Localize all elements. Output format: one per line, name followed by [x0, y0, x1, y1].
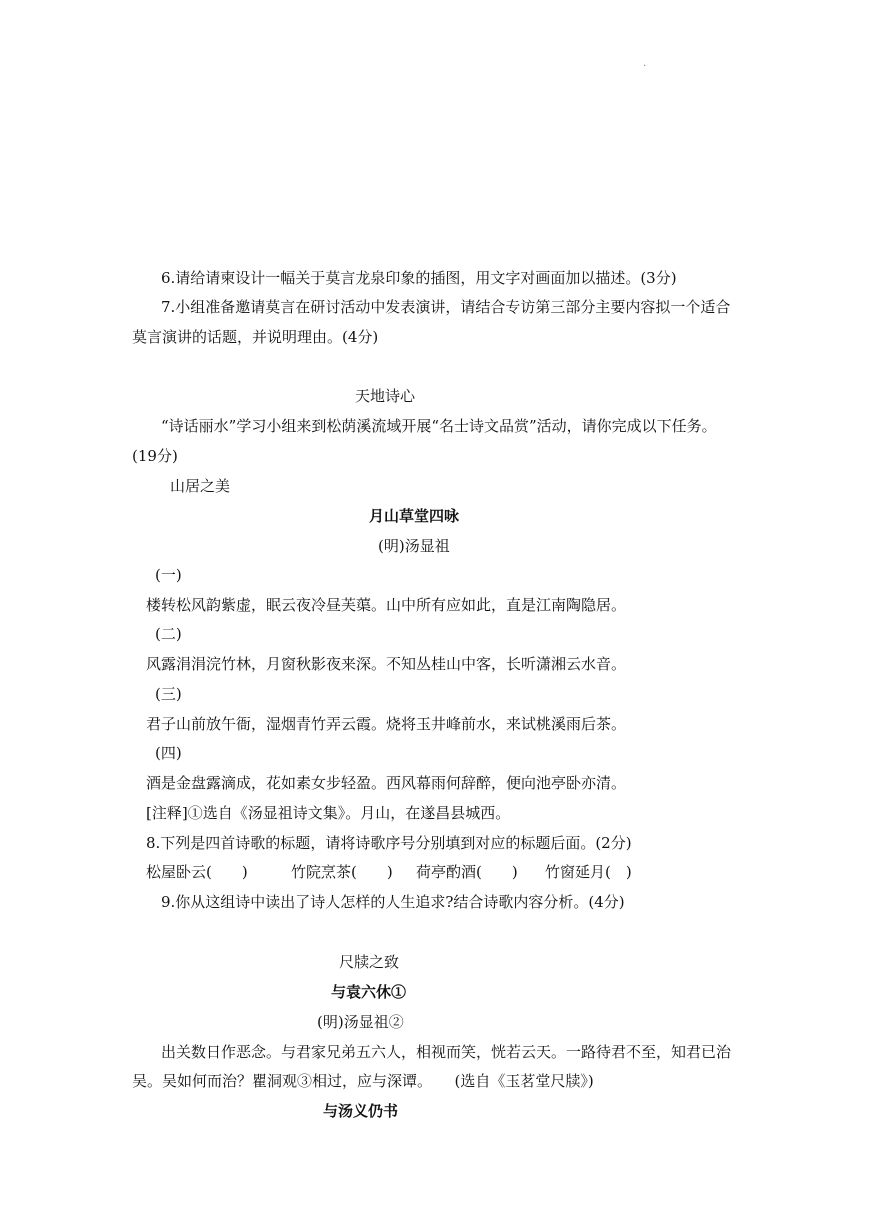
question-8: 8.下列是四首诗歌的标题，请将诗歌序号分别填到对应的标题后面。(2分) [146, 834, 632, 852]
section-intro-line-2: (19分) [132, 447, 178, 465]
letter2-title: 与汤义仍书 [323, 1102, 399, 1120]
part1-heading: 山居之美 [170, 477, 231, 495]
poem-title: 月山草堂四咏 [369, 507, 460, 525]
stanza-text: 君子山前放午衙，湿烟青竹弄云霞。烧将玉井峰前水，来试桃溪雨后茶。 [146, 715, 627, 733]
poem-author: (明)汤显祖 [378, 537, 450, 555]
letter1-text-line-2: 吴。吴如何而治？瞿洞观③相过，应与深谭。 (选自《玉茗堂尺牍》) [132, 1072, 594, 1090]
question-7-line-1: 7.小组准备邀请莫言在研讨活动中发表演讲，请结合专访第三部分主要内容拟一个适合 [161, 298, 731, 316]
section-title: 天地诗心 [355, 387, 416, 405]
stanza-text: 酒是金盘露滴成，花如素女步轻盈。西风幕雨何辞醉，便向池亭卧亦清。 [146, 774, 627, 792]
stanza-number: (三) [155, 685, 182, 703]
stanza-text: 风露涓涓浣竹林，月窗秋影夜来深。不知丛桂山中客，长听潇湘云水音。 [146, 655, 627, 673]
letter1-text-line-1: 出关数日作恶念。与君家兄弟五六人，相视而笑，恍若云天。一路待君不至，知君已治 [161, 1043, 732, 1061]
q8-option: 竹窗延月( ) [545, 863, 632, 881]
q8-option: 竹院烹茶( ) [291, 863, 393, 881]
q8-option: 荷亭酌酒( ) [416, 863, 518, 881]
letter1-author: (明)汤显祖② [317, 1013, 404, 1031]
stanza-number: (二) [155, 625, 182, 643]
stanza-number: (四) [155, 744, 182, 762]
part2-heading: 尺牍之致 [339, 953, 400, 971]
question-6: 6.请给请柬设计一幅关于莫言龙泉印象的插图，用文字对画面加以描述。(3分) [161, 269, 677, 287]
corner-mark: . [643, 58, 647, 69]
letter1-title: 与袁六休① [331, 983, 407, 1001]
section-intro-line-1: “诗话丽水”学习小组来到松荫溪流域开展“名士诗文品赏”活动，请你完成以下任务。 [161, 417, 717, 435]
question-7-line-2: 莫言演讲的话题，并说明理由。(4分) [132, 328, 379, 346]
poem-note: [注释]①选自《汤显祖诗文集》。月山，在遂昌县城西。 [146, 804, 511, 822]
question-9: 9.你从这组诗中读出了诗人怎样的人生追求?结合诗歌内容分析。(4分) [161, 893, 625, 911]
q8-option: 松屋卧云( ) [146, 863, 248, 881]
stanza-number: (一) [155, 566, 182, 584]
stanza-text: 楼转松风韵紫虚，眠云夜冷昼芙蕖。山中所有应如此，直是江南陶隐居。 [146, 596, 627, 614]
